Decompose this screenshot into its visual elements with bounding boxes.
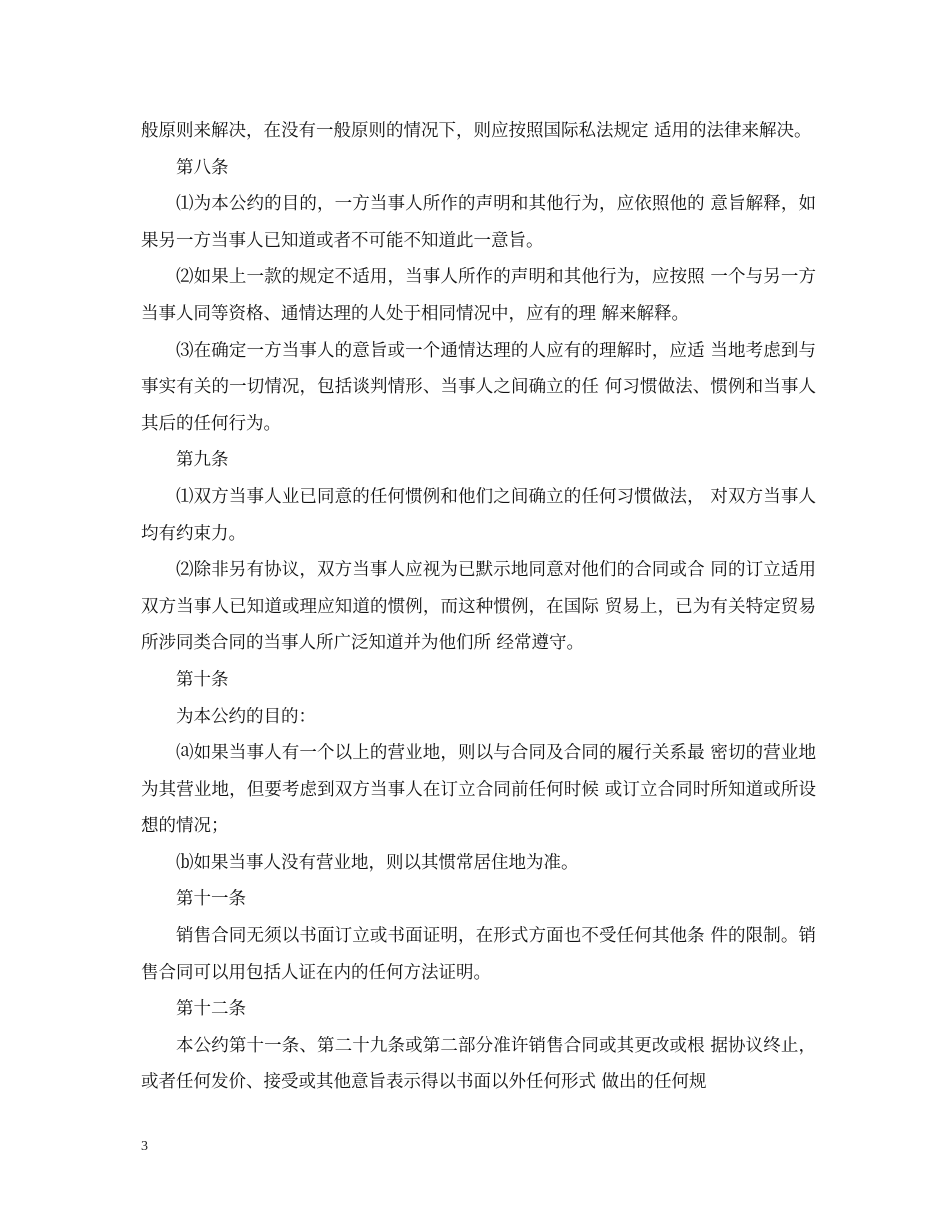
article-heading: 第十二条 — [176, 999, 246, 1020]
body-paragraph: ⑴为本公约的目的，一方当事人所作的声明和其他行为，应依照他的 意旨解释，如果另一方当事人已知道或者不可能不知道此一意旨。 — [141, 194, 816, 251]
body-paragraph: ⑵如果上一款的规定不适用，当事人所作的声明和其他行为，应按照 一个与另一方当事人同等资格、通情达理的人处于相同情况中，应有的理 解来解释。 — [141, 267, 816, 324]
article-heading: 第八条 — [176, 157, 229, 178]
body-paragraph: 销售合同无须以书面订立或书面证明，在形式方面也不受任何其他条 件的限制。销售合同可以用包括人证在内的任何方法证明。 — [141, 926, 816, 983]
body-paragraph: 般原则来解决，在没有一般原则的情况下，则应按照国际私法规定 适用的法律来解决。 — [141, 121, 812, 141]
body-paragraph: 为本公约的目的： — [176, 706, 316, 727]
body-paragraph: ⒝如果当事人没有营业地，则以其惯常居住地为准。 — [176, 852, 579, 873]
body-paragraph: ⑶在确定一方当事人的意旨或一个通情达理的人应有的理解时，应适 当地考虑到与事实有关的一切情况，包括谈判情形、当事人之间确立的任 何习惯做法、惯例和当事人其后的任何行为。 — [141, 340, 816, 434]
body-paragraph: ⑵除非另有协议，双方当事人应视为已默示地同意对他们的合同或合 同的订立适用双方当事人已知道或理应知道的惯例，而这种惯例，在国际 贸易上，已为有关特定贸易所涉同类合同的当事人所广泛知道并为他们所 经常遵守。 — [141, 560, 816, 654]
body-paragraph: 本公约第十一条、第二十九条或第二部分准许销售合同或其更改或根 据协议终止，或者任何发价、接受或其他意旨表示得以书面以外任何形式 做出的任何规 — [141, 1035, 816, 1093]
page-number: 3 — [141, 1139, 148, 1154]
body-paragraph: ⒜如果当事人有一个以上的营业地，则以与合同及合同的履行关系最 密切的营业地为其营业地，但要考虑到双方当事人在订立合同前任何时候 或订立合同时所知道或所设想的情况； — [141, 743, 816, 837]
article-heading: 第十一条 — [176, 889, 246, 910]
document-body — [141, 113, 816, 1101]
article-heading: 第九条 — [176, 450, 229, 471]
article-heading: 第十条 — [176, 669, 229, 690]
body-paragraph: ⑴双方当事人业已同意的任何惯例和他们之间确立的任何习惯做法， 对双方当事人均有约束力。 — [141, 486, 816, 544]
